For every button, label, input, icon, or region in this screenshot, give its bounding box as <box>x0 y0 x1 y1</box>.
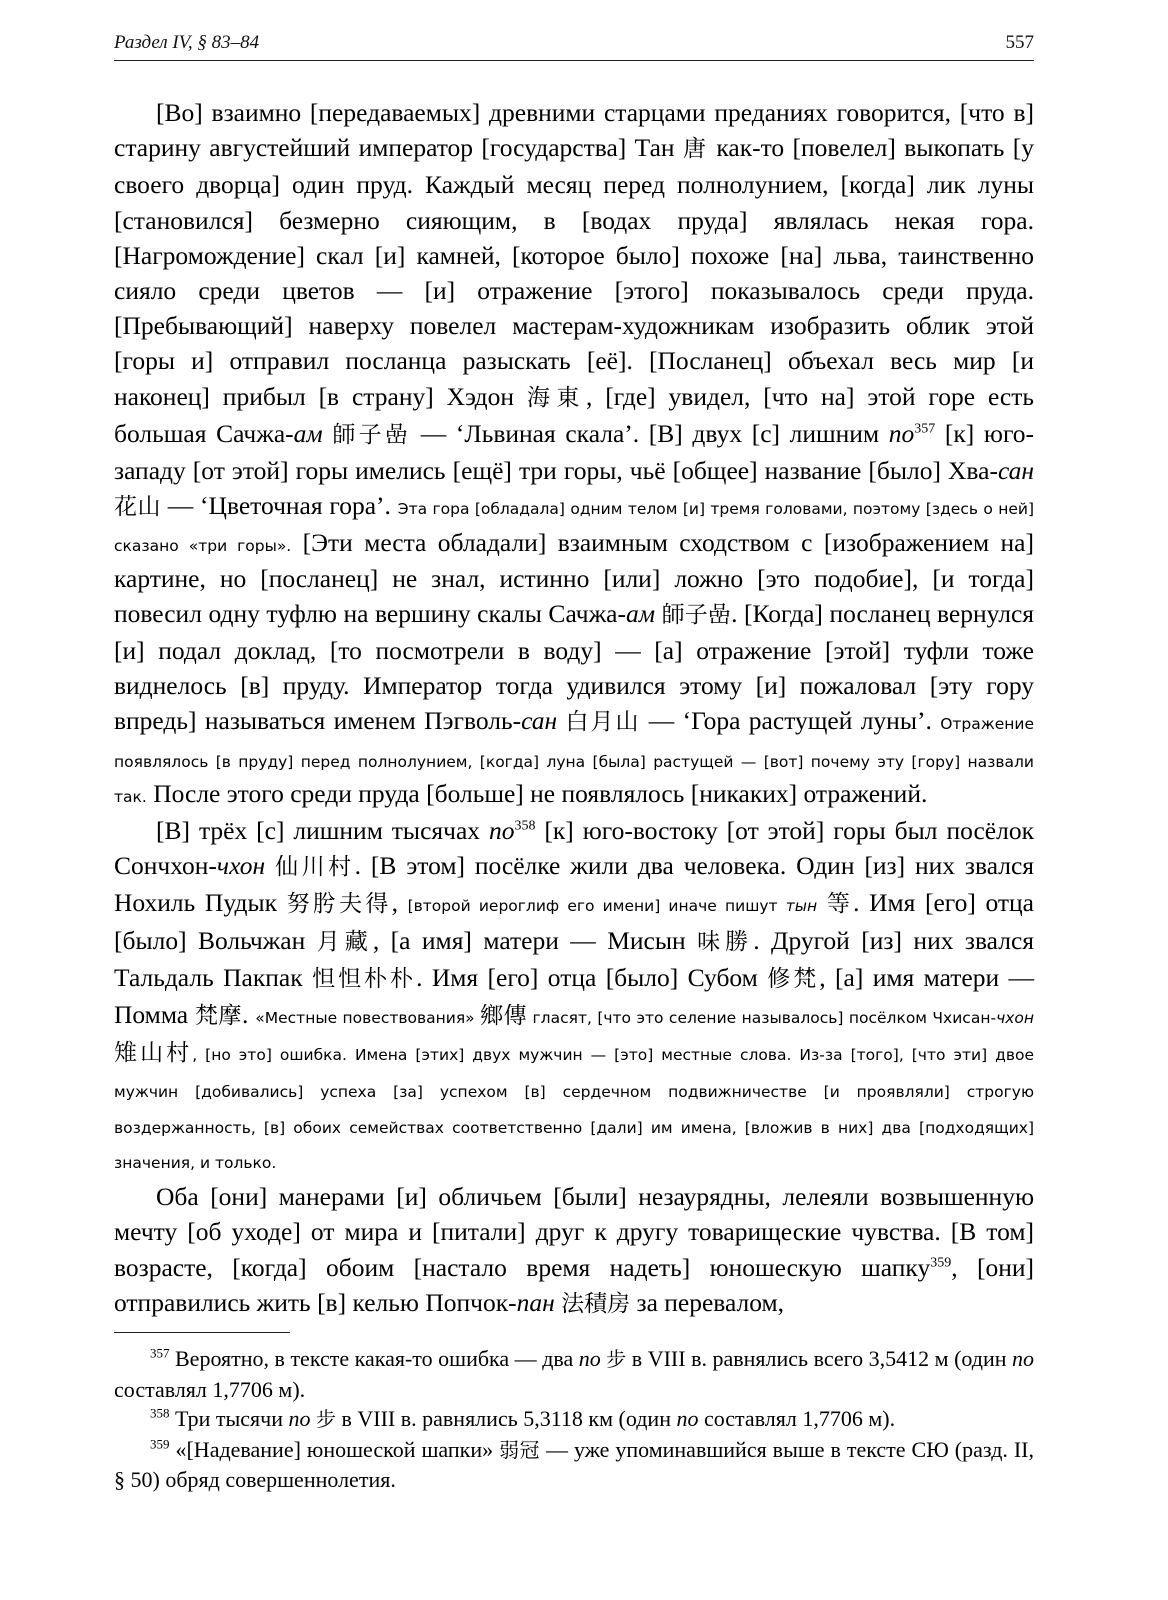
chinese-characters: 唐 <box>682 136 708 163</box>
footnote <box>114 1344 1034 1404</box>
italic-term: по <box>676 1406 699 1431</box>
chinese-characters: 味勝 <box>697 928 754 955</box>
text-run: — уже упоминавшийся выше в тексте СЮ (разд. II, § 50) обряд совершеннолетия. <box>114 1436 1035 1492</box>
text-run: . [В этом] посёлке жили два человека. Один [из] них звался Нохиль Пудык <box>114 851 1035 918</box>
chinese-characters: 修梵 <box>767 965 820 992</box>
italic-term: ам <box>293 418 323 448</box>
italic-term: по <box>288 1406 311 1431</box>
text-run: , [а имя] матери — Мисын <box>372 925 698 955</box>
chinese-characters: 步 <box>606 1347 627 1371</box>
footnote <box>114 1404 1034 1435</box>
text-run: [Эти места обладали] взаимным сходством с [изображением на] картине, но [посланец] не знал, истинно [или] ложно [это подобие], [и тогда] повесил одну туфлю на вершину скалы Сачжа- <box>114 528 1034 628</box>
text-run: составлял 1,7706 м). <box>114 1376 306 1402</box>
text-run: , [они] отправились жить [в] келью Попчок- <box>114 1252 1034 1317</box>
text-run: Вероятно, в тексте какая-то ошибка — два <box>169 1346 579 1371</box>
chinese-characters: 步 <box>316 1407 336 1431</box>
paragraph <box>114 1179 1034 1322</box>
footnotes <box>114 1344 1034 1495</box>
commentary-italic-term: чхон <box>996 1009 1035 1028</box>
text-run: . Другой [из] них звался Тальдаль Пакпак <box>114 925 1034 992</box>
commentary-note: Отражение появлялось [в пруду] перед полнолунием, [когда] луна [была] растущей — [вот] почему эту [гору] назвали так. <box>114 715 1034 806</box>
text-run: составлял 1,7706 м). <box>698 1406 896 1431</box>
chinese-characters: 仙川村 <box>275 854 355 881</box>
footnote-marker: 359 <box>930 1255 952 1270</box>
text-run: за перевалом, <box>630 1287 785 1317</box>
italic-term: чхон <box>216 851 266 881</box>
chinese-characters: 花山 <box>114 494 161 521</box>
text-run: [Во] взаимно [передаваемых] древними старцами преданиях говорится, [что в] старину августейший император [государства] Тан <box>114 98 1034 163</box>
italic-term: по <box>488 816 515 846</box>
commentary-note: «Местные повествования» <box>255 1009 481 1028</box>
italic-term: по <box>578 1346 601 1371</box>
text-run: [к] юго-востоку [от этой] горы был посёлок Сончхон- <box>114 816 1034 881</box>
text-run: — ‘Цветочная гора’. <box>160 491 398 521</box>
chinese-characters: 法積房 <box>561 1290 631 1317</box>
text-run: После этого среди пруда [больше] не появлялось [никаких] отражений. <box>146 778 928 808</box>
italic-term: пан <box>516 1287 555 1317</box>
footnote-separator <box>114 1332 290 1333</box>
commentary-note: , [но это] ошибка. Имена [этих] двух мужчин — [это] местные слова. Из-за [того], [что эти] двое мужчин [добивались] успеха [за] успехом [в] сердечном подвижничестве [и проявляли] строгую воздержанность, [в] обоих семействах соответственно [дали] им имена, [вложив в них] два [подходящих] значения, и только. <box>114 1046 1034 1172</box>
chinese-characters: 鄉傳 <box>480 1003 528 1030</box>
chinese-characters: 梵摩 <box>194 1003 242 1030</box>
text-run: [к] юго-западу [от этой] горы имелись [ещё] три горы, чьё [общее] название [было] Хва- <box>114 418 1035 486</box>
text-run <box>817 888 827 917</box>
footnote-marker: 357 <box>150 1345 170 1361</box>
italic-term: сан <box>997 456 1034 486</box>
chinese-characters: 怛怛朴朴 <box>311 965 417 992</box>
running-header <box>114 32 1034 61</box>
commentary-note: гласят, [что это селение называлось] посёлком Чхисан- <box>527 1009 997 1028</box>
chinese-characters: 弱冠 <box>499 1437 541 1462</box>
chinese-characters: 海東 <box>526 384 586 411</box>
chinese-characters: 努肹夫得 <box>286 891 392 918</box>
italic-term: ам <box>626 598 656 628</box>
text-run: . <box>242 1000 256 1030</box>
text-run: как-то [повелел] выкопать [у своего дворца] один пруд. Каждый месяц перед полнолунием, [когда] лик луны [становился] безмерно сияющим, в [водах пруда] являлась некая гора. [Нагромождение] скал [и] камней, [которое было] похоже [на] льва, таинственно сияло среди цветов — [и] отражение [этого] показывалось среди пруда. [Пребывающий] наверху повелел мастерам-художникам изобразить облик этой [горы и] отправил посланца разыскать [её]. [Посланец] объехал весь мир [и наконец] прибыл [в страну] Хэдон <box>114 133 1034 411</box>
text-run: в VIII в. равнялись всего 3,5412 м (один <box>626 1346 1013 1371</box>
chinese-characters: 白月山 <box>565 709 641 736</box>
italic-term: по <box>1012 1346 1035 1371</box>
chinese-characters: 師子嵒 <box>661 601 732 628</box>
paragraph <box>114 813 1034 1177</box>
text-run: «[Надевание] юношеской шапки» <box>169 1436 500 1462</box>
page-number: 557 <box>1005 32 1034 53</box>
chinese-characters: 雉山村 <box>114 1040 193 1067</box>
footnote-marker: 357 <box>914 421 936 437</box>
section-reference: Раздел IV, § 83–84 <box>114 32 260 53</box>
text-run: Оба [они] манерами [и] обличьем [были] незаурядны, лелеяли возвышенную мечту [об уходе] от мира и [питали] друг к другу товарищеские чувства. [В том] возрасте, [когда] обоим [настало время надеть] юношескую шапку <box>114 1182 1034 1282</box>
text-run: , <box>391 888 408 918</box>
text-run: . [Когда] посланец вернулся [и] подал доклад, [то посмотрели в воду] — [а] отражение [этой] туфли тоже виднелось [в] пруду. Император тогда удивился этому [и] пожаловал [эту гору впредь] называться именем Пэгволь- <box>114 598 1035 736</box>
text-run <box>557 706 565 735</box>
text-run <box>265 851 275 880</box>
text-run: , [где] увидел, [что на] этой горе есть большая Сачжа- <box>114 381 1034 448</box>
chinese-characters: 等 <box>826 891 854 918</box>
commentary-note: [второй иероглиф его имени] иначе пишут <box>407 897 786 916</box>
text-run: — ‘Львиная скала’. [В] двух [с] лишним <box>411 418 889 448</box>
text-run: . Имя [его] отца [было] Вольчжан <box>114 888 1034 955</box>
footnote-marker: 359 <box>150 1436 170 1452</box>
text-run <box>323 419 333 448</box>
italic-term: сан <box>521 706 558 736</box>
text-run: — ‘Гора растущей луны’. <box>640 706 941 736</box>
commentary-note: Эта гора [обладала] одним телом [и] тремя головами, поэтому [здесь о ней] сказано «три горы». <box>114 500 1035 556</box>
text-run: в VIII в. равнялись 5,3118 км (один <box>336 1406 677 1431</box>
main-text <box>114 95 1034 1322</box>
chinese-characters: 月藏 <box>316 928 373 955</box>
footnote <box>114 1435 1034 1495</box>
text-run: . Имя [его] отца [было] Субом <box>416 962 768 992</box>
chinese-characters: 師子嵒 <box>332 421 412 448</box>
footnote-marker: 358 <box>514 818 536 834</box>
italic-term: по <box>888 418 915 448</box>
footnote-marker: 358 <box>150 1405 170 1421</box>
text-run: , [а] имя матери — Помма <box>114 962 1035 1030</box>
commentary-italic-term: тын <box>785 897 818 916</box>
paragraph <box>114 95 1034 811</box>
text-run: [В] трёх [с] лишним тысячах <box>156 816 489 846</box>
text-run: Три тысячи <box>169 1406 289 1431</box>
